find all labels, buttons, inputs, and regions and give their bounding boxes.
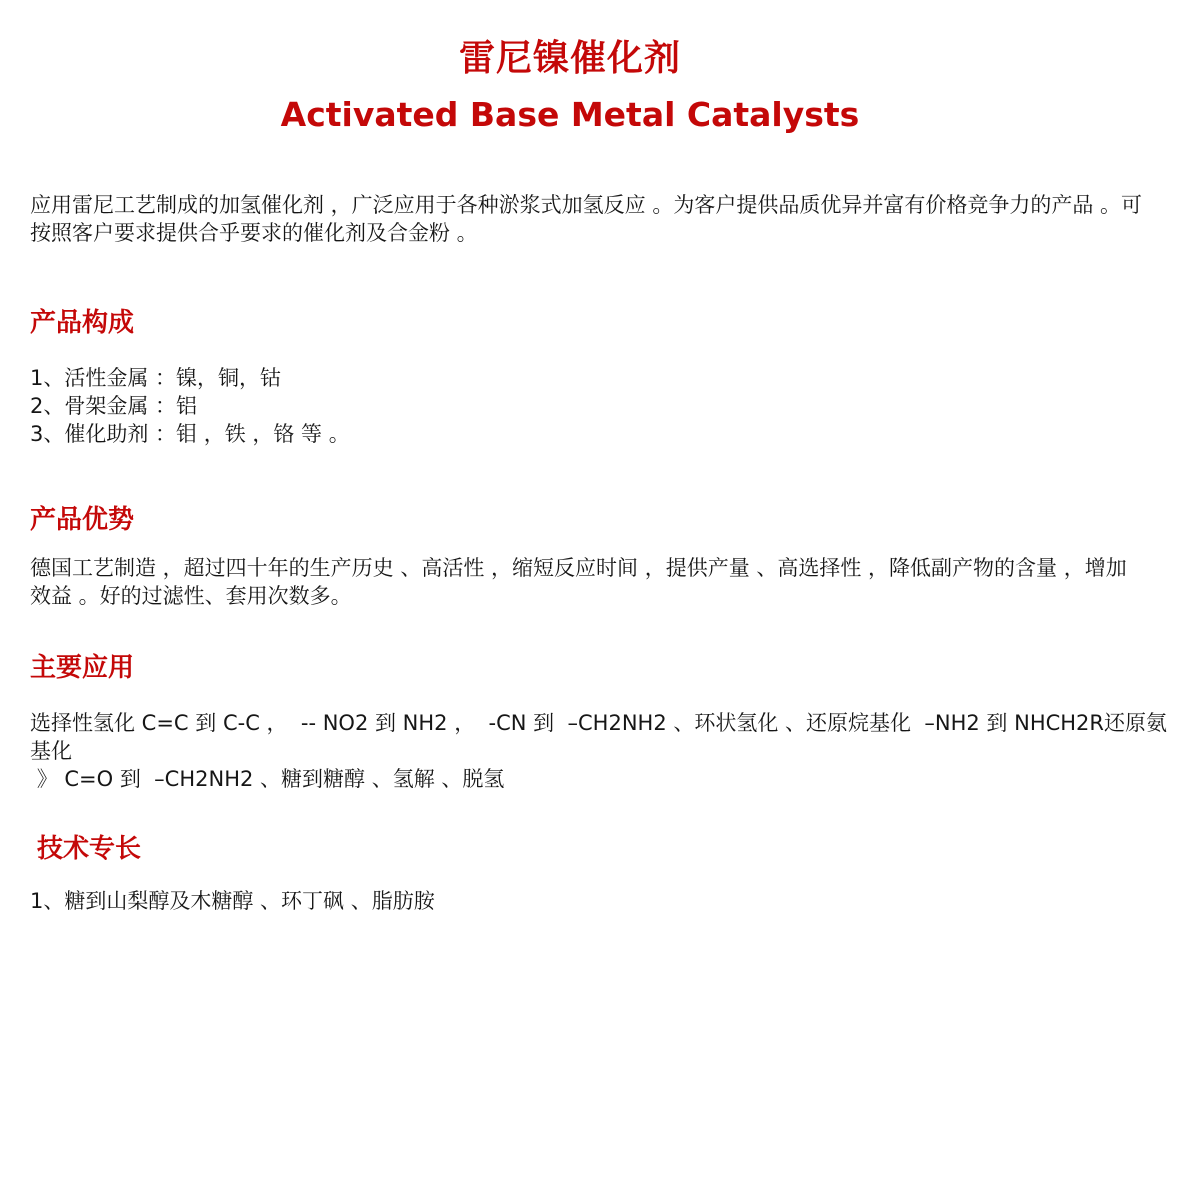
main-applications-paragraph (30, 709, 1170, 793)
section-technical-expertise (30, 835, 1170, 916)
section-heading-product-advantages: 产品优势 (30, 504, 135, 535)
list-item: 3、催化助剂 ：钼 ，铁 ，铬 等 。 (30, 421, 350, 446)
paragraph-line: 》 C=O 到 –CH2NH2 、糖到糖醇 、氢解 、脱氢 (30, 766, 505, 791)
technical-expertise-list (30, 887, 1170, 915)
section-product-advantages (30, 506, 1170, 611)
page-subtitle: Activated Base Metal Catalysts (280, 95, 860, 135)
paragraph-line: 选择性氢化 C=C 到 C-C ， -- NO2 到 NH2 ， -CN 到 –CH2NH2 、环状氢化 、还原烷基化 –NH2 到 NHCH2R还原氨基化 (30, 710, 1168, 763)
product-composition-list (30, 364, 1170, 448)
intro-line-2: 按照客户要求提供合乎要求的催化剂及合金粉 。 (30, 220, 478, 245)
paragraph-line: 效益 。好的过滤性、套用次数多。 (30, 584, 352, 609)
intro-paragraph (30, 191, 1170, 247)
intro-line-1: 应用雷尼工艺制成的加氢催化剂 ，广泛应用于各种淤浆式加氢反应 。为客户提供品质优异并富有价格竞争力的产品 。可 (30, 192, 1143, 217)
paragraph-line: 德国工艺制造 ，超过四十年的生产历史 、高活性 ，缩短反应时间 ，提供产量 、高选择性 ，降低副产物的含量 ，增加 (30, 556, 1127, 581)
product-advantages-paragraph (30, 554, 1170, 610)
section-product-composition (30, 309, 1170, 448)
section-heading-main-applications: 主要应用 (30, 653, 135, 684)
page-title: 雷尼镍催化剂 (458, 38, 681, 79)
section-heading-technical-expertise: 技术专长 (37, 833, 142, 864)
list-item: 1、糖到山梨醇及木糖醇 、环丁砜 、脂肪胺 (30, 889, 435, 914)
list-item: 1、活性金属 ：镍，铜，钴 (30, 365, 282, 390)
list-item: 2、骨架金属 ：铝 (30, 393, 198, 418)
section-main-applications (30, 654, 1170, 793)
section-heading-product-composition: 产品构成 (30, 307, 135, 338)
document-header (30, 0, 1110, 135)
